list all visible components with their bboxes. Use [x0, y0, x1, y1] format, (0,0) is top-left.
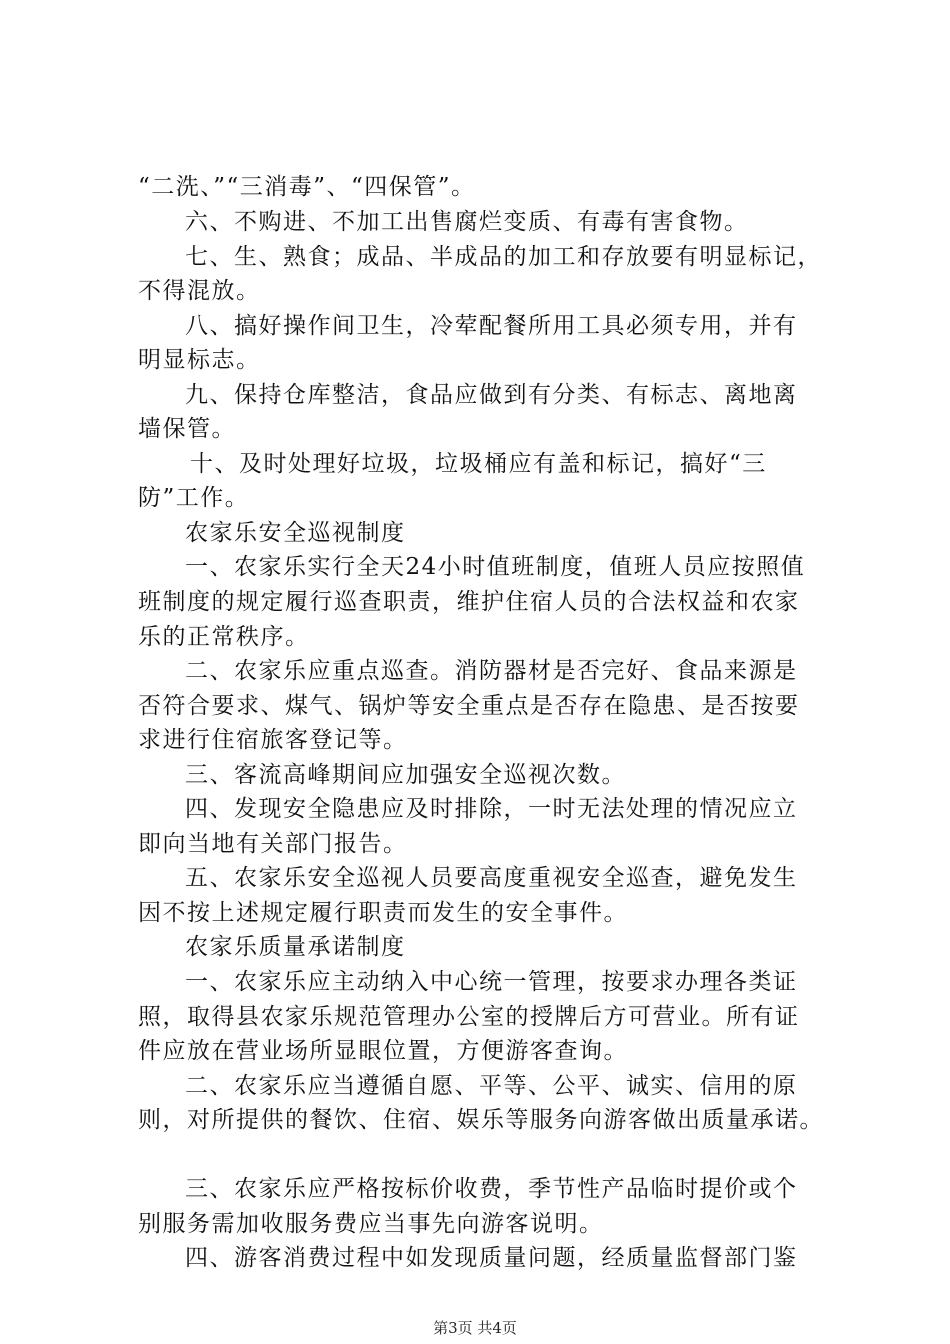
text-line: 二、农家乐应重点巡查。消防器材是否完好、食品来源是 [185, 658, 798, 684]
text-line: 不得混放。 [138, 278, 261, 304]
text-line: 三、农家乐应严格按标价收费，季节性产品临时提价或个 [185, 1176, 798, 1202]
text-line: 四、游客消费过程中如发现质量问题，经质量监督部门鉴 [185, 1245, 798, 1271]
section-heading: 农家乐质量承诺制度 [185, 934, 406, 960]
text-line: 三、客流高峰期间应加强安全巡视次数。 [185, 762, 626, 788]
text-line: 因不按上述规定履行职责而发生的安全事件。 [138, 900, 628, 926]
text-line: 四、发现安全隐患应及时排除，一时无法处理的情况应立 [185, 796, 798, 822]
text-line: 二、农家乐应当遵循自愿、平等、公平、诚实、信用的原 [185, 1073, 798, 1099]
text-line: 八、搞好操作间卫生，冷荤配餐所用工具必须专用，并有 [185, 313, 798, 339]
text-line: 五、农家乐安全巡视人员要高度重视安全巡查，避免发生 [185, 865, 798, 891]
text-line: “二洗、”“三消毒”、“四保管”。 [138, 174, 476, 200]
section-heading: 农家乐安全巡视制度 [185, 520, 406, 546]
page-number: 第3页 共4页 [433, 1319, 517, 1337]
text-line: 照，取得县农家乐规范管理办公室的授牌后方可营业。所有证 [138, 1004, 800, 1030]
text-line: 墙保管。 [138, 416, 236, 442]
text-line: 班制度的规定履行巡查职责，维护住宿人员的合法权益和农家 [138, 589, 800, 615]
text-line: 求进行住宿旅客登记等。 [138, 727, 408, 753]
text-line: 七、生、熟食；成品、半成品的加工和存放要有明显标记， [185, 244, 822, 270]
text-line: 明显标志。 [138, 347, 261, 373]
text-line: 乐的正常秩序。 [138, 624, 310, 650]
text-line: 一、农家乐应主动纳入中心统一管理，按要求办理各类证 [185, 969, 798, 995]
text-line: 则，对所提供的餐饮、住宿、娱乐等服务向游客做出质量承诺。 [138, 1107, 824, 1133]
text-line: 否符合要求、煤气、锅炉等安全重点是否存在隐患、是否按要 [138, 693, 800, 719]
text-line: 十、及时处理好垃圾，垃圾桶应有盖和标记，搞好“三 [190, 451, 767, 477]
text-line: 一、农家乐实行全天24小时值班制度，值班人员应按照值 [185, 554, 806, 580]
text-line: 件应放在营业场所显眼位置，方便游客查询。 [138, 1038, 628, 1064]
text-line: 别服务需加收服务费应当事先向游客说明。 [138, 1211, 604, 1237]
text-line: 九、保持仓库整洁，食品应做到有分类、有标志、离地离 [185, 382, 798, 408]
text-line: 六、不购进、不加工出售腐烂变质、有毒有害食物。 [185, 209, 749, 235]
text-line: 即向当地有关部门报告。 [138, 831, 408, 857]
text-line: 防”工作。 [138, 485, 250, 511]
